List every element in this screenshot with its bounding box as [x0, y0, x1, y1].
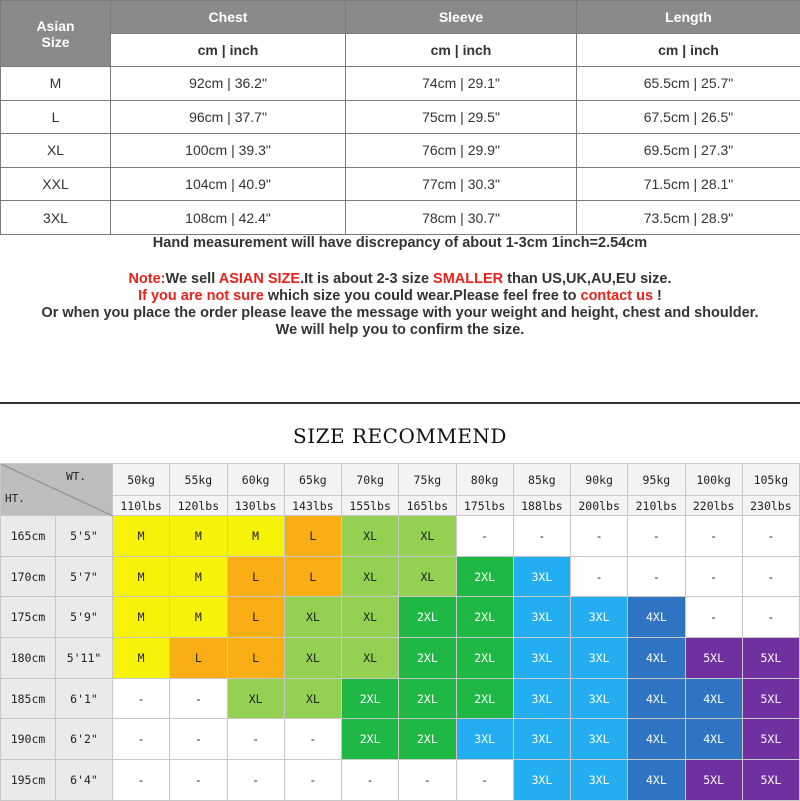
height-cm-cell: 165cm — [1, 516, 56, 557]
weight-lbs-header: 143lbs — [284, 496, 341, 516]
recommended-size-cell: XL — [342, 597, 399, 638]
recommended-size-cell: M — [113, 556, 170, 597]
height-ft-cell: 6'2" — [56, 719, 113, 760]
recommended-size-cell: 3XL — [513, 678, 570, 719]
note-text-b: .It is about 2-3 size — [300, 271, 433, 287]
recommended-size-cell: 5XL — [742, 678, 799, 719]
chest-cell: 104cm | 40.9" — [111, 167, 346, 201]
height-row — [1, 638, 800, 679]
recommended-size-cell: M — [170, 516, 227, 557]
recommended-size-cell: - — [513, 516, 570, 557]
recommend-title: SIZE RECOMMEND — [0, 424, 800, 448]
recommended-size-cell: - — [456, 760, 513, 801]
recommended-size-cell: - — [685, 556, 742, 597]
recommended-size-cell: 3XL — [571, 760, 628, 801]
recommended-size-cell: M — [227, 516, 284, 557]
recommended-size-cell: 3XL — [513, 597, 570, 638]
recommended-size-cell: - — [284, 760, 341, 801]
recommended-size-cell: - — [628, 516, 685, 557]
sleeve-header: Sleeve — [346, 1, 577, 34]
contact-us-link[interactable]: contact us — [581, 288, 654, 304]
sleeve-unit-header: cm | inch — [346, 34, 577, 67]
weight-kg-header: 55kg — [170, 464, 227, 496]
recommended-size-cell: 4XL — [685, 719, 742, 760]
recommend-divider — [0, 402, 800, 404]
recommended-size-cell: - — [113, 678, 170, 719]
recommended-size-cell: 3XL — [513, 760, 570, 801]
recommended-size-cell: L — [284, 516, 341, 557]
recommended-size-cell: M — [113, 516, 170, 557]
chest-unit-header: cm | inch — [111, 34, 346, 67]
recommended-size-cell: - — [456, 516, 513, 557]
asian-size-header: Asian Size — [1, 1, 111, 67]
recommended-size-cell: 3XL — [571, 719, 628, 760]
height-cm-cell: 170cm — [1, 556, 56, 597]
sleeve-cell: 75cm | 29.5" — [346, 100, 577, 134]
ht-label: HT. — [5, 492, 25, 505]
recommended-size-cell: - — [628, 556, 685, 597]
length-cell: 71.5cm | 28.1" — [577, 167, 800, 201]
size-chart-body — [1, 67, 800, 235]
size-cell: 3XL — [1, 201, 111, 235]
weight-lbs-header: 120lbs — [170, 496, 227, 516]
recommended-size-cell: - — [170, 719, 227, 760]
recommended-size-cell: - — [742, 516, 799, 557]
recommended-size-cell: - — [227, 719, 284, 760]
weight-kg-header: 105kg — [742, 464, 799, 496]
weight-lbs-header: 110lbs — [113, 496, 170, 516]
height-row — [1, 516, 800, 557]
weight-lbs-header: 210lbs — [628, 496, 685, 516]
size-cell: XXL — [1, 167, 111, 201]
size-row — [1, 67, 800, 101]
recommended-size-cell: - — [571, 516, 628, 557]
recommended-size-cell: 2XL — [342, 719, 399, 760]
recommended-size-cell: 4XL — [628, 678, 685, 719]
chest-cell: 96cm | 37.7" — [111, 100, 346, 134]
recommended-size-cell: XL — [284, 597, 341, 638]
recommended-size-cell: - — [742, 556, 799, 597]
recommended-size-cell: XL — [399, 516, 456, 557]
recommended-size-cell: - — [113, 760, 170, 801]
recommended-size-cell: 3XL — [513, 719, 570, 760]
recommended-size-cell: - — [170, 760, 227, 801]
recommended-size-cell: 2XL — [399, 719, 456, 760]
recommended-size-cell: L — [227, 597, 284, 638]
size-cell: XL — [1, 134, 111, 168]
recommended-size-cell: M — [170, 556, 227, 597]
height-row — [1, 597, 800, 638]
contact-text-a: which size you could wear.Please feel free to — [264, 288, 581, 304]
size-cell: M — [1, 67, 111, 101]
height-row — [1, 556, 800, 597]
wt-ht-corner — [1, 464, 113, 516]
weight-kg-header: 75kg — [399, 464, 456, 496]
recommended-size-cell: - — [685, 597, 742, 638]
recommended-size-cell: 2XL — [399, 678, 456, 719]
recommended-size-cell: 5XL — [685, 760, 742, 801]
contact-text-b: ! — [653, 288, 662, 304]
length-cell: 67.5cm | 26.5" — [577, 100, 800, 134]
contact-note — [0, 288, 800, 304]
weight-lbs-header: 220lbs — [685, 496, 742, 516]
recommended-size-cell: - — [170, 678, 227, 719]
weight-lbs-header: 155lbs — [342, 496, 399, 516]
recommended-size-cell: 3XL — [571, 678, 628, 719]
note-text-c: than US,UK,AU,EU size. — [503, 271, 671, 287]
recommended-size-cell: 5XL — [685, 638, 742, 679]
recommended-size-cell: 2XL — [399, 638, 456, 679]
length-cell: 73.5cm | 28.9" — [577, 201, 800, 235]
weight-kg-header: 85kg — [513, 464, 570, 496]
length-header: Length — [577, 1, 800, 34]
recommended-size-cell: L — [227, 556, 284, 597]
size-chart-table — [0, 0, 800, 235]
recommended-size-cell: 3XL — [571, 638, 628, 679]
recommended-size-cell: 3XL — [513, 638, 570, 679]
recommended-size-cell: 5XL — [742, 638, 799, 679]
height-cm-cell: 190cm — [1, 719, 56, 760]
weight-lbs-header: 165lbs — [399, 496, 456, 516]
size-row — [1, 201, 800, 235]
weight-kg-header: 95kg — [628, 464, 685, 496]
asian-size-note — [0, 271, 800, 287]
weight-kg-header: 90kg — [571, 464, 628, 496]
sleeve-cell: 78cm | 30.7" — [346, 201, 577, 235]
recommended-size-cell: 2XL — [456, 638, 513, 679]
recommended-size-cell: 3XL — [456, 719, 513, 760]
weight-kg-header: 50kg — [113, 464, 170, 496]
chest-cell: 100cm | 39.3" — [111, 134, 346, 168]
recommended-size-cell: XL — [284, 678, 341, 719]
recommended-size-cell: XL — [399, 556, 456, 597]
size-row — [1, 100, 800, 134]
recommended-size-cell: 5XL — [742, 760, 799, 801]
chest-header: Chest — [111, 1, 346, 34]
recommended-size-cell: 3XL — [571, 597, 628, 638]
wt-label: WT. — [66, 470, 86, 483]
weight-kg-header: 100kg — [685, 464, 742, 496]
recommended-size-cell: 4XL — [628, 719, 685, 760]
recommended-size-cell: M — [113, 638, 170, 679]
height-row — [1, 760, 800, 801]
order-message-note: Or when you place the order please leave the message with your weight and height, chest and shoulder. — [0, 305, 800, 321]
height-ft-cell: 5'9" — [56, 597, 113, 638]
weight-kg-header: 60kg — [227, 464, 284, 496]
height-cm-cell: 180cm — [1, 638, 56, 679]
recommended-size-cell: - — [227, 760, 284, 801]
height-ft-cell: 5'11" — [56, 638, 113, 679]
recommended-size-cell: 2XL — [456, 678, 513, 719]
height-cm-cell: 195cm — [1, 760, 56, 801]
recommended-size-cell: 4XL — [685, 678, 742, 719]
recommended-size-cell: 2XL — [342, 678, 399, 719]
recommended-size-cell: XL — [342, 638, 399, 679]
sleeve-cell: 74cm | 29.1" — [346, 67, 577, 101]
weight-lbs-header: 230lbs — [742, 496, 799, 516]
corner-diagonal — [1, 464, 113, 516]
recommended-size-cell: - — [742, 597, 799, 638]
height-row — [1, 678, 800, 719]
recommended-size-cell: XL — [284, 638, 341, 679]
recommended-size-cell: - — [571, 556, 628, 597]
recommended-size-cell: 2XL — [456, 597, 513, 638]
recommended-size-cell: - — [399, 760, 456, 801]
smaller-highlight: SMALLER — [433, 271, 503, 287]
recommended-size-cell: 2XL — [399, 597, 456, 638]
weight-lbs-header: 130lbs — [227, 496, 284, 516]
unsure-highlight: If you are not sure — [138, 288, 264, 304]
size-row — [1, 167, 800, 201]
recommended-size-cell: - — [113, 719, 170, 760]
recommended-size-cell: 4XL — [628, 597, 685, 638]
confirm-size-note: We will help you to confirm the size. — [0, 322, 800, 338]
weight-lbs-header: 188lbs — [513, 496, 570, 516]
size-cell: L — [1, 100, 111, 134]
recommended-size-cell: L — [227, 638, 284, 679]
asian-size-highlight: ASIAN SIZE — [219, 271, 300, 287]
height-ft-cell: 6'4" — [56, 760, 113, 801]
chest-cell: 92cm | 36.2" — [111, 67, 346, 101]
recommended-size-cell: L — [170, 638, 227, 679]
recommended-size-cell: L — [284, 556, 341, 597]
note-text-a: We sell — [166, 271, 219, 287]
recommended-size-cell: - — [342, 760, 399, 801]
recommended-size-cell: M — [170, 597, 227, 638]
length-cell: 65.5cm | 25.7" — [577, 67, 800, 101]
recommended-size-cell: XL — [342, 556, 399, 597]
weight-lbs-header: 175lbs — [456, 496, 513, 516]
recommended-size-cell: - — [284, 719, 341, 760]
recommend-body — [1, 516, 800, 801]
length-unit-header: cm | inch — [577, 34, 800, 67]
note-label: Note: — [128, 271, 165, 287]
height-ft-cell: 6'1" — [56, 678, 113, 719]
height-cm-cell: 175cm — [1, 597, 56, 638]
discrepancy-note: Hand measurement will have discrepancy of about 1-3cm 1inch=2.54cm — [0, 235, 800, 251]
recommended-size-cell: - — [685, 516, 742, 557]
recommended-size-cell: 3XL — [513, 556, 570, 597]
recommended-size-cell: 4XL — [628, 638, 685, 679]
weight-lbs-header: 200lbs — [571, 496, 628, 516]
sleeve-cell: 76cm | 29.9" — [346, 134, 577, 168]
size-recommend-table — [0, 463, 800, 801]
recommended-size-cell: 4XL — [628, 760, 685, 801]
recommended-size-cell: XL — [227, 678, 284, 719]
recommended-size-cell: 2XL — [456, 556, 513, 597]
recommended-size-cell: M — [113, 597, 170, 638]
weight-kg-header: 80kg — [456, 464, 513, 496]
height-row — [1, 719, 800, 760]
size-row — [1, 134, 800, 168]
height-cm-cell: 185cm — [1, 678, 56, 719]
chest-cell: 108cm | 42.4" — [111, 201, 346, 235]
weight-kg-header: 70kg — [342, 464, 399, 496]
weight-kg-header: 65kg — [284, 464, 341, 496]
length-cell: 69.5cm | 27.3" — [577, 134, 800, 168]
recommended-size-cell: 5XL — [742, 719, 799, 760]
height-ft-cell: 5'5" — [56, 516, 113, 557]
height-ft-cell: 5'7" — [56, 556, 113, 597]
sleeve-cell: 77cm | 30.3" — [346, 167, 577, 201]
recommended-size-cell: XL — [342, 516, 399, 557]
